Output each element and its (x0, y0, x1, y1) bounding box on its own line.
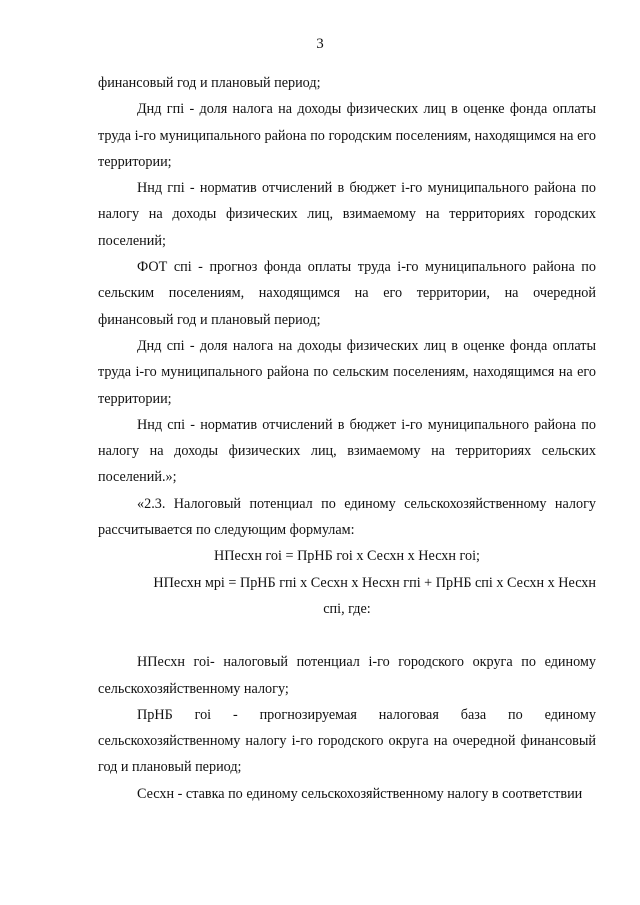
paragraph-seshn: Сесхн - ставка по единому сельскохозяйственному налогу в соответствии (137, 785, 583, 802)
formula-mr: НПесхн мрi = ПрНБ гпi х Сесхн х Несхн гпi + ПрНБ спi х Сесхн х Несхн (153, 574, 596, 591)
paragraph-section-2-3: «2.3. Налоговый потенциал по единому сельскохозяйственному налогу рассчитывается по следующим формулам: (98, 495, 596, 539)
spacer (98, 622, 596, 649)
paragraph-fot-sp: ФОТ спi - прогноз фонда оплаты труда i-го муниципального района по сельским поселениям, находящимся на его территории, на очередной финансовый год и плановый период; (98, 259, 596, 328)
document-body (98, 70, 596, 807)
page-number: 3 (316, 36, 324, 52)
paragraph-dnd-sp: Днд спi - доля налога на доходы физических лиц в оценке фонда оплаты труда i-го муниципального района по сельским поселениям, находящимся на его территории; (98, 337, 596, 407)
paragraph-nnd-sp: Ннд спi - норматив отчислений в бюджет i-го муниципального района по налогу на доходы физических лиц, взимаемому на территориях сельских поселений.»; (98, 416, 596, 486)
paragraph-dnd-gp: Днд гпi - доля налога на доходы физических лиц в оценке фонда оплаты труда i-го муниципального района по городским поселениям, находящимся на его территории; (98, 101, 596, 170)
paragraph-prnb-go: ПрНБ гоi - прогнозируемая налоговая база по единому сельскохозяйственному налогу i-го городского округа на очередной финансовый год и плановый период; (98, 706, 596, 776)
formula-go: НПесхн гоi = ПрНБ гоi х Сесхн х Несхн гоi; (213, 548, 480, 565)
paragraph-nnd-gp: Ннд гпi - норматив отчислений в бюджет i-го муниципального района по налогу на доходы физических лиц, взимаемому на территориях городских поселений; (98, 180, 596, 249)
paragraph-continuation: финансовый год и плановый период; (98, 75, 321, 91)
paragraph-np-eshn-go: НПесхн гоi- налоговый потенциал i-го городского округа по единому сельскохозяйственному налогу; (98, 654, 596, 697)
formula-mr-tail: спi, где: (323, 600, 371, 617)
